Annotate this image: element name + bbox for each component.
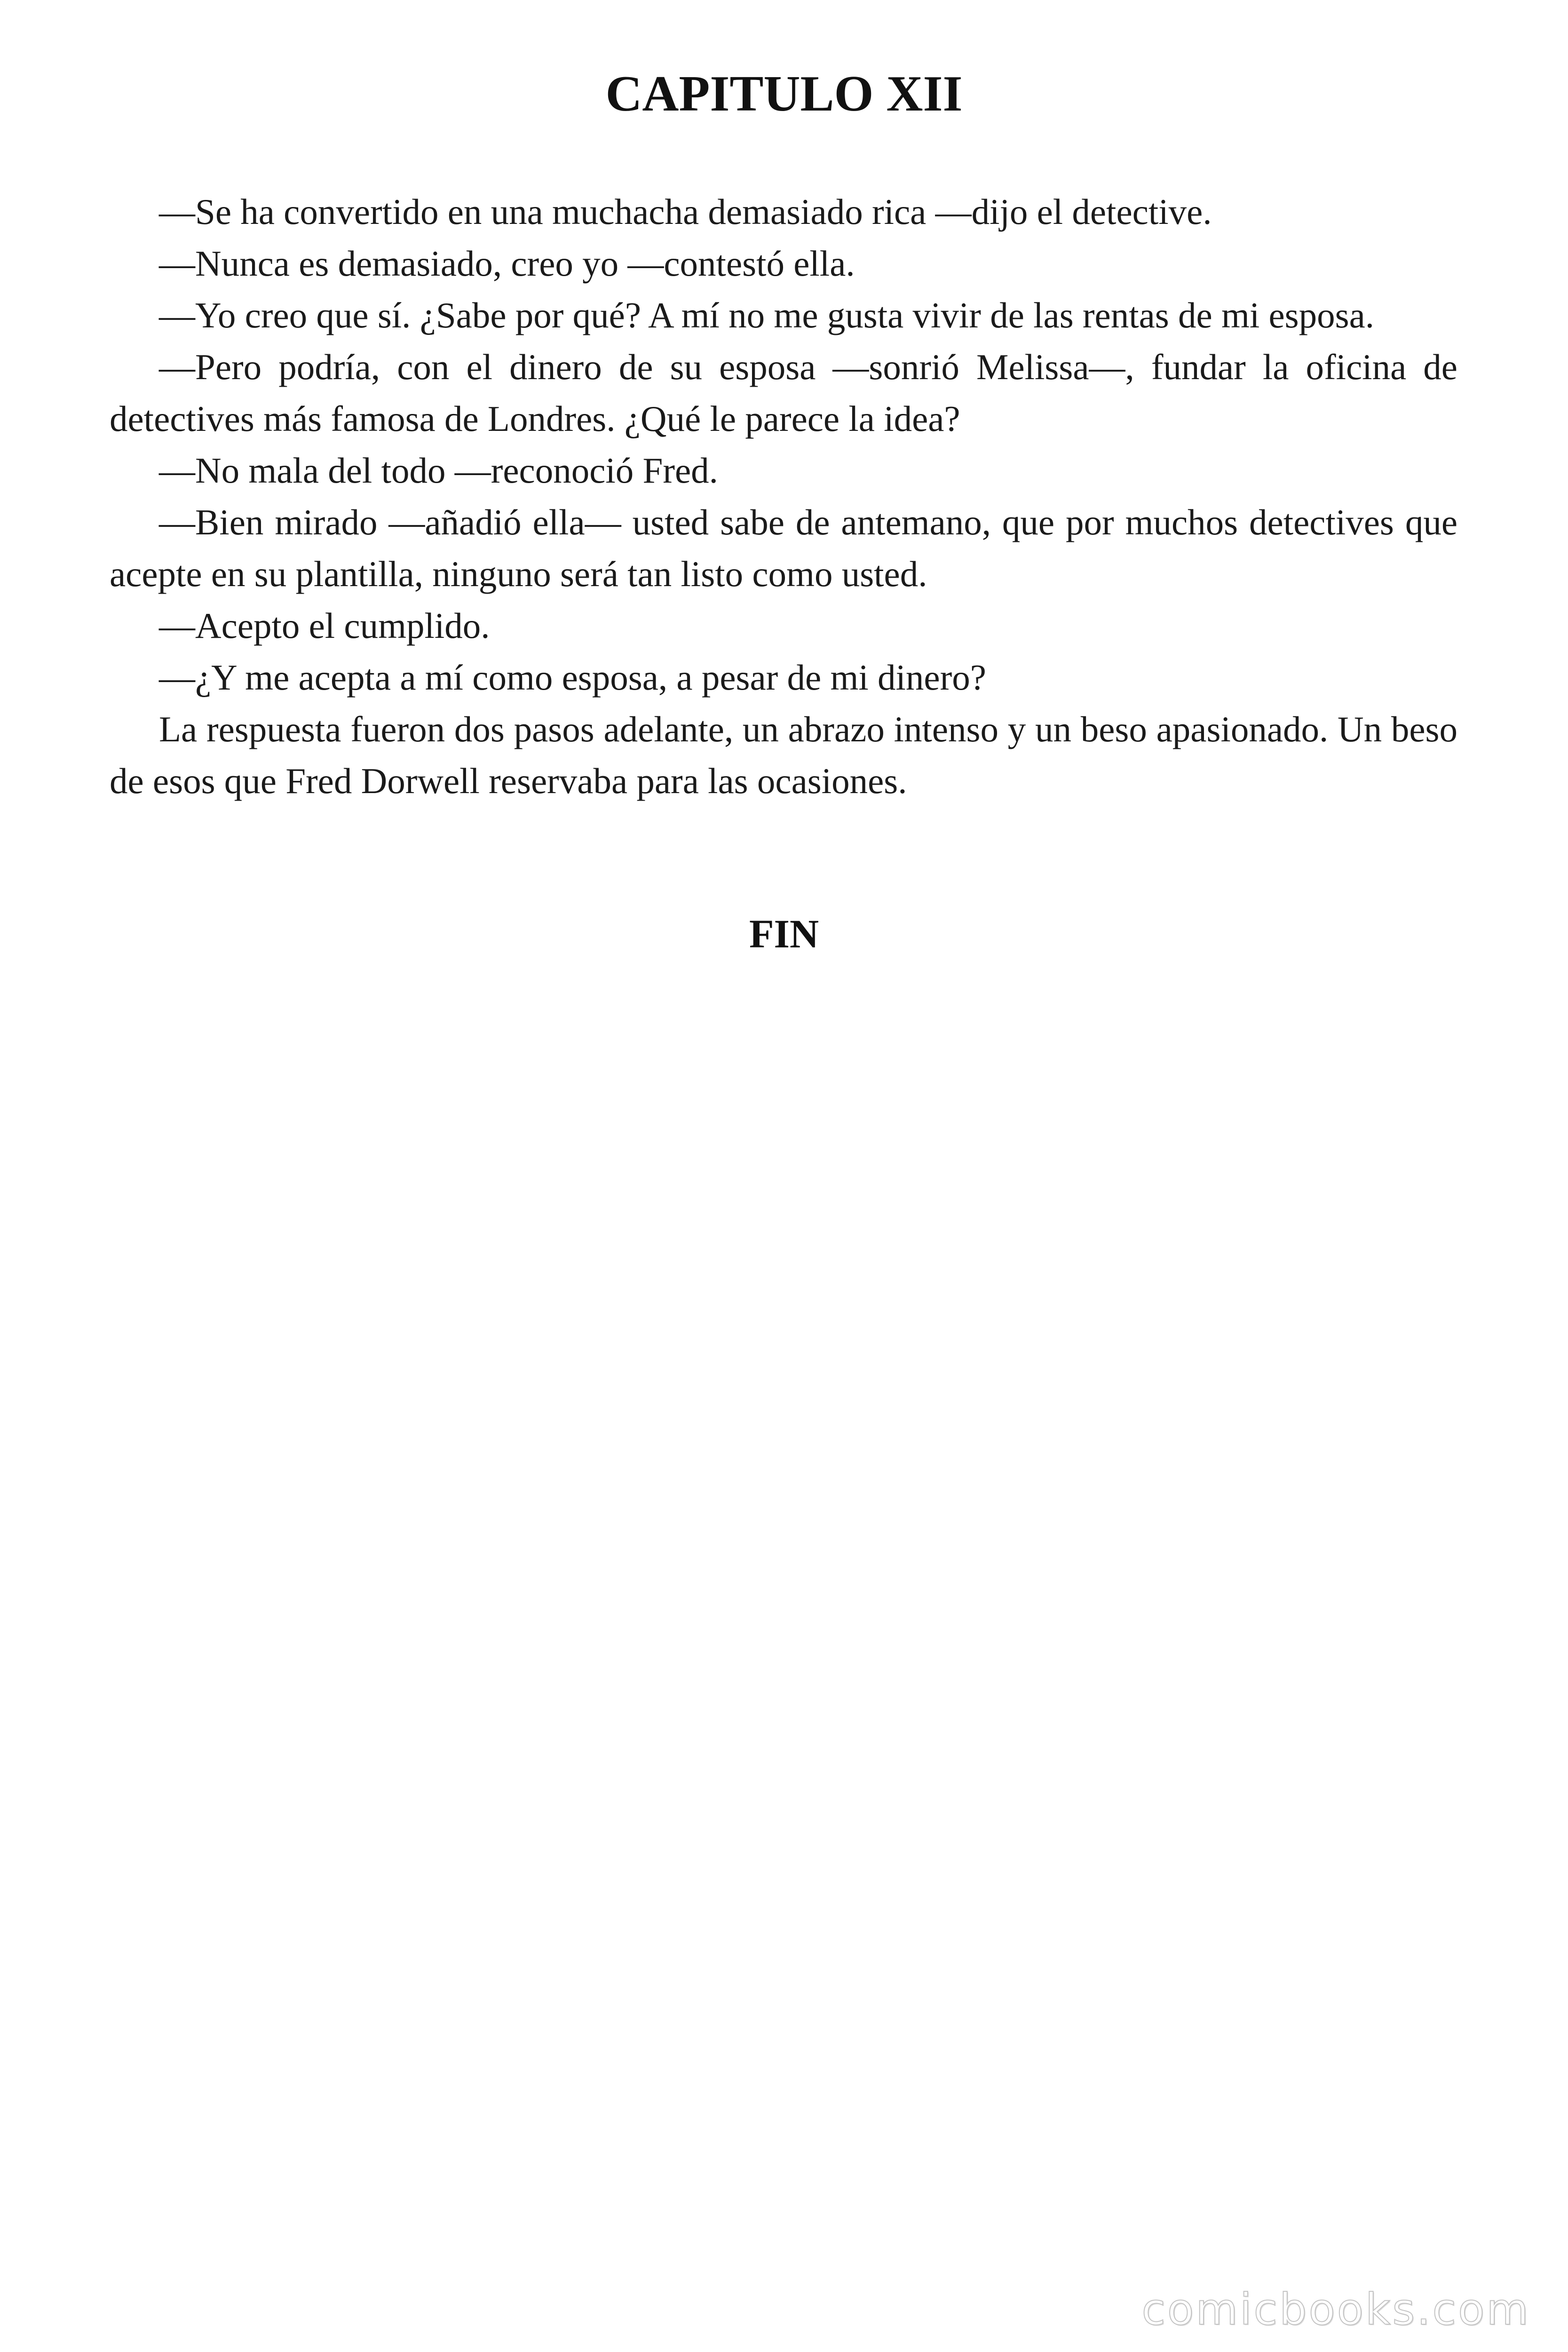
paragraph: —No mala del todo —reconoció Fred. [159,450,718,491]
paragraph: —Acepto el cumplido. [159,605,490,646]
paragraph: —Se ha convertido en una muchacha demasiado rica —dijo el detective. [159,191,1212,232]
paragraph: La respuesta fueron dos pasos adelante, un abrazo intenso y un beso apasionado. Un beso de esos que Fred Dorwell reservaba para las ocasiones. [110,709,1457,801]
paragraph: —Pero podría, con el dinero de su esposa —sonrió Melissa—, fundar la oficina de detectives más famosa de Londres. ¿Qué le parece la idea? [110,347,1457,439]
paragraph: —¿Y me acepta a mí como esposa, a pesar de mi dinero? [159,657,986,698]
paragraph: —Bien mirado —añadió ella— usted sabe de antemano, que por muchos detectives que acepte en su plantilla, ninguno será tan listo como usted. [110,502,1457,594]
paragraph: —Yo creo que sí. ¿Sabe por qué? A mí no me gusta vivir de las rentas de mi esposa. [159,295,1375,335]
paragraph: —Nunca es demasiado, creo yo —contestó ella. [159,243,855,284]
chapter-body [110,186,1457,807]
chapter-title: CAPITULO XII [605,66,963,122]
watermark: comicbooks.com [1141,2284,1530,2335]
end-mark: FIN [749,911,819,956]
